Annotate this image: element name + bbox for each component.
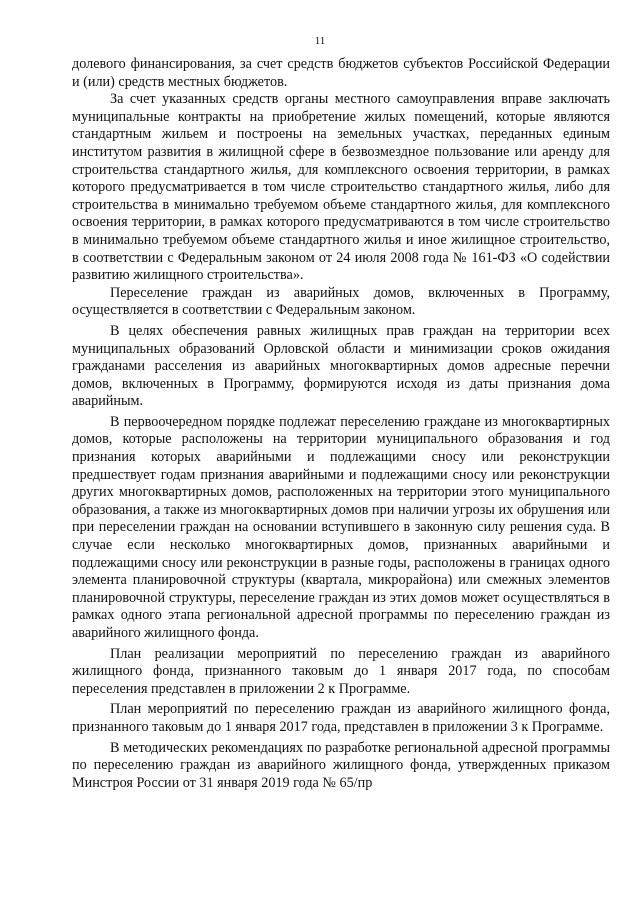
paragraph: План реализации мероприятий по переселению граждан из аварийного жилищного фонда, признанного таковым до 1 января 2017 года, по способам переселения представлен в приложении 2 к Программе. xyxy=(72,645,610,697)
paragraph: В методических рекомендациях по разработке региональной адресной программы по переселению граждан из аварийного жилищного фонда, утвержденных приказом Минстроя России от 31 января 2019 года № 65/пр xyxy=(72,739,610,791)
paragraph: За счет указанных средств органы местного самоуправления вправе заключать муниципальные контракты на приобретение жилых помещений, которые являются стандартным жильем и построены на земельных участках, переданных единым институтом развития в жилищной сфере в безвозмездное пользование или аренду для строительства стандартного жилья, для комплексного освоения территории, в рамках которого предусматривается в том числе строительство стандартного жилья, либо для строительства в минимально требуемом объеме стандартного жилья, для комплексного освоения территории, в рамках которого предусматриваются в том числе строительство в минимально требуемом объеме стандартного жилья и иное жилищное строительство, в соответствии с Федеральным законом от 24 июля 2008 года № 161-ФЗ «О содействии развитию жилищного строительства». xyxy=(72,91,610,284)
paragraph: долевого финансирования, за счет средств бюджетов субъектов Российской Федерации и (или) средств местных бюджетов. xyxy=(72,56,610,90)
paragraph: План мероприятий по переселению граждан из аварийного жилищного фонда, признанного таковым до 1 января 2017 года, представлен в приложении 3 к Программе. xyxy=(72,701,610,735)
page-number: 11 xyxy=(314,35,326,47)
paragraph: В целях обеспечения равных жилищных прав граждан на территории всех муниципальных образований Орловской области и минимизации сроков ожидания гражданами расселения из аварийных многоквартирных домов адресные перечни домов, включенных в Программу, формируются исходя из даты признания дома аварийным. xyxy=(72,322,610,410)
paragraph: В первоочередном порядке подлежат переселению граждане из многоквартирных домов, которые расположены на территории муниципального образования и год признания которых аварийными и подлежащими сносу или реконструкции предшествует годам признания аварийными и подлежащими сносу или реконструкции других многоквартирных домов, расположенных на территории этого муниципального образования, а также из многоквартирных домов при наличии угрозы их обрушения или при переселении граждан на основании вступившего в законную силу решения суда. В случае если несколько многоквартирных домов, признанных аварийными и подлежащими сносу или реконструкции в разные годы, расположены в границах одного элемента планировочной структуры (квартала, микрорайона) или смежных элементов планировочной структуры, переселение граждан из этих домов может осуществляться в рамках одного этапа региональной адресной программы по переселению граждан из аварийного жилищного фонда. xyxy=(72,413,610,641)
document-body xyxy=(72,56,610,792)
paragraph: Переселение граждан из аварийных домов, включенных в Программу, осуществляется в соответствии с Федеральным законом. xyxy=(72,284,610,319)
